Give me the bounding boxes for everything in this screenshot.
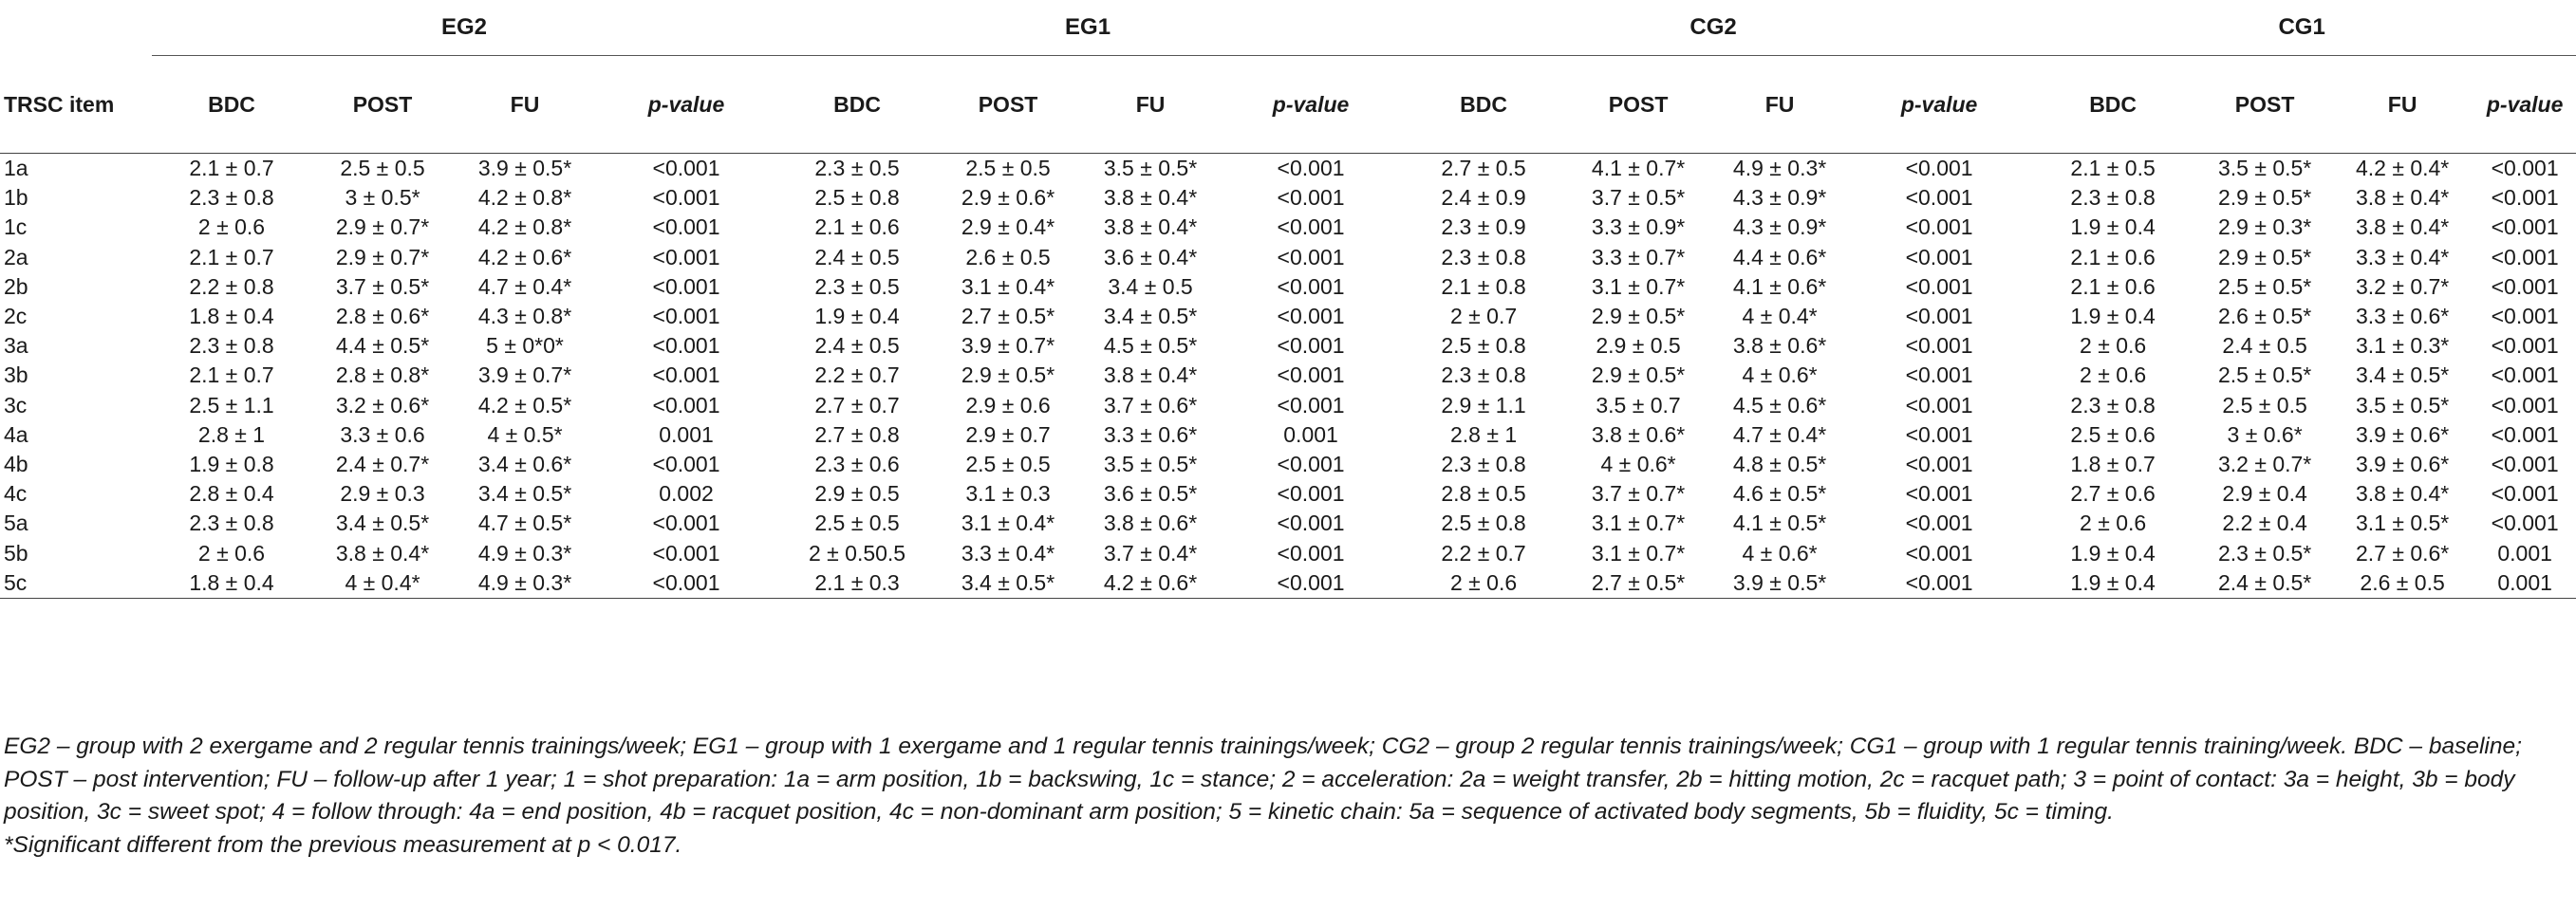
value-cell: 2.9 ± 0.6* xyxy=(961,185,1055,211)
value-cell: 3.3 ± 0.6 xyxy=(340,421,425,447)
col-header-fu: FU xyxy=(1078,56,1223,154)
value-cell: 2.1 ± 0.6 xyxy=(814,214,900,240)
group-header-cg1: CG1 xyxy=(2027,0,2576,56)
value-cell: 2.5 ± 0.6 xyxy=(2070,421,2156,447)
col-header-bdc: BDC xyxy=(1399,56,1568,154)
value-cell: 1.9 ± 0.4 xyxy=(2070,214,2156,240)
value-cell: 4.7 ± 0.5* xyxy=(477,511,572,536)
value-cell: 3.1 ± 0.4* xyxy=(961,511,1055,536)
value-cell: 2.2 ± 0.4 xyxy=(2222,511,2307,536)
value-cell: 3.7 ± 0.4* xyxy=(1103,540,1198,566)
p-value-cell: <0.001 xyxy=(2491,156,2559,181)
value-cell: 4.9 ± 0.3* xyxy=(1732,156,1827,181)
value-cell: 3.9 ± 0.7* xyxy=(961,333,1055,359)
value-cell: 4.3 ± 0.9* xyxy=(1732,214,1827,240)
value-cell: 2.9 ± 0.5* xyxy=(2217,185,2312,211)
col-header-bdc: BDC xyxy=(152,56,311,154)
value-cell: 3.5 ± 0.7 xyxy=(1596,392,1681,418)
p-value-cell: <0.001 xyxy=(1905,451,1973,476)
group-header-row xyxy=(0,0,2576,56)
value-cell: 4.5 ± 0.6* xyxy=(1732,392,1827,418)
value-cell: 2 ± 0.6 xyxy=(1399,568,1568,599)
value-cell: 4.3 ± 0.9* xyxy=(1732,185,1827,211)
table-row xyxy=(0,391,2576,420)
value-cell: 2 ± 0.6 xyxy=(2080,362,2147,388)
value-cell: 3.7 ± 0.6* xyxy=(1103,392,1198,418)
footnote-legend: EG2 – group with 2 exergame and 2 regular tennis trainings/week; EG1 – group with 1 exergame and 1 regular tennis trainings/week; CG2 – group 2 regular tennis trainings/week; CG1 – group with 1 regular tennis training/week. BDC – baseline; POST – post intervention; FU – follow-up after 1 year; 1 = shot preparation: 1a = arm position, 1b = backswing, 1c = stance; 2 = acceleration: 2a = weight transfer, 2b = hitting motion, 2c = racquet path; 3 = point of contact: 3a = height, 3b = body position, 3c = sweet spot; 4 = follow through: 4a = end position, 4b = racquet position, 4c = non-dominant arm position; 5 = kinetic chain: 5a = sequence of activated body segments, 5b = fluidity, 5c = timing. xyxy=(4,734,2522,825)
value-cell: 3.3 ± 0.6* xyxy=(2355,304,2450,329)
col-header-fu: FU xyxy=(1708,56,1851,154)
row-item-label: 3a xyxy=(4,333,28,359)
p-value-cell: <0.001 xyxy=(1277,540,1345,566)
value-cell: 2.3 ± 0.8 xyxy=(2070,185,2156,211)
value-cell: 2.3 ± 0.5 xyxy=(814,156,900,181)
value-cell: 3 ± 0.6* xyxy=(2227,421,2303,447)
value-cell: 3.1 ± 0.7* xyxy=(1591,273,1686,299)
value-cell: 3.9 ± 0.7* xyxy=(477,362,572,388)
value-cell: 3.1 ± 0.7* xyxy=(1591,540,1686,566)
row-item-label: 5a xyxy=(4,511,28,536)
value-cell: 2.9 ± 0.5* xyxy=(961,362,1055,388)
p-value-cell: <0.001 xyxy=(2491,421,2559,447)
value-cell: 3.8 ± 0.4* xyxy=(1103,362,1198,388)
table-row xyxy=(0,183,2576,213)
p-value-cell: <0.001 xyxy=(2491,333,2559,359)
p-value-cell: <0.001 xyxy=(652,392,720,418)
value-cell: 4 ± 0.6* xyxy=(1742,540,1818,566)
p-value-cell: <0.001 xyxy=(1277,392,1345,418)
col-header-post: POST xyxy=(2198,56,2331,154)
value-cell: 4.4 ± 0.5* xyxy=(335,333,430,359)
value-cell: 2.5 ± 0.5* xyxy=(2217,273,2312,299)
value-cell: 3.5 ± 0.5* xyxy=(2217,156,2312,181)
value-cell: 2.3 ± 0.8 xyxy=(1441,244,1526,269)
table-row xyxy=(0,272,2576,302)
table-footnote xyxy=(4,731,2572,862)
row-item-label: 3b xyxy=(4,362,28,388)
value-cell: 3.8 ± 0.4* xyxy=(335,540,430,566)
value-cell: 3.2 ± 0.7* xyxy=(2355,273,2450,299)
value-cell: 3.3 ± 0.7* xyxy=(1591,244,1686,269)
group-header-cg2: CG2 xyxy=(1399,0,2027,56)
value-cell: 2 ± 0.6 xyxy=(197,214,266,240)
col-header-p-value: p-value xyxy=(596,56,776,154)
value-cell: 2.7 ± 0.5 xyxy=(1441,156,1526,181)
value-cell: 2 ± 0.7 xyxy=(1449,304,1518,329)
value-cell: 5 ± 0*0* xyxy=(486,333,564,359)
value-cell: 3.8 ± 0.4* xyxy=(1103,214,1198,240)
p-value-cell: <0.001 xyxy=(1277,185,1345,211)
value-cell: 2.3 ± 0.9 xyxy=(1441,214,1526,240)
value-cell: 2.9 ± 0.6 xyxy=(965,392,1051,418)
value-cell: 4.2 ± 0.4* xyxy=(2355,156,2450,181)
value-cell: 4 ± 0.4* xyxy=(1742,304,1818,329)
value-cell: 2.5 ± 0.5 xyxy=(965,156,1051,181)
p-value-cell: <0.001 xyxy=(1277,362,1345,388)
value-cell: 4.4 ± 0.6* xyxy=(1732,244,1827,269)
col-header-p-value: p-value xyxy=(1851,56,2027,154)
value-cell: 1.8 ± 0.4 xyxy=(189,304,274,329)
p-value-cell: <0.001 xyxy=(1223,568,1399,599)
p-value-cell: <0.001 xyxy=(596,568,776,599)
p-value-cell: <0.001 xyxy=(2491,273,2559,299)
value-cell: 2.2 ± 0.7 xyxy=(1441,540,1526,566)
value-cell: 2.5 ± 0.5 xyxy=(2222,392,2307,418)
value-cell: 2 ± 0.6 xyxy=(197,540,266,566)
value-cell: 1.9 ± 0.4 xyxy=(814,304,900,329)
p-value-cell: <0.001 xyxy=(652,451,720,476)
value-cell: 4 ± 0.4* xyxy=(311,568,454,599)
value-cell: 2.1 ± 0.6 xyxy=(2070,244,2156,269)
row-item-label: 4a xyxy=(4,421,28,447)
p-value-cell: <0.001 xyxy=(2491,392,2559,418)
value-cell: 2.5 ± 0.5* xyxy=(2217,362,2312,388)
value-cell: 2.8 ± 0.5 xyxy=(1441,481,1526,507)
p-value-cell: <0.001 xyxy=(1277,214,1345,240)
value-cell: 3.8 ± 0.6* xyxy=(1732,333,1827,359)
value-cell: 4.9 ± 0.3* xyxy=(454,568,596,599)
value-cell: 2 ± 0.50.5 xyxy=(808,540,906,566)
p-value-cell: <0.001 xyxy=(1277,333,1345,359)
value-cell: 4.1 ± 0.7* xyxy=(1591,156,1686,181)
p-value-cell: <0.001 xyxy=(2491,304,2559,329)
value-cell: 2.4 ± 0.9 xyxy=(1441,185,1526,211)
col-header-post: POST xyxy=(938,56,1078,154)
value-cell: 2 ± 0.6 xyxy=(2080,333,2147,359)
value-cell: 4.7 ± 0.4* xyxy=(477,273,572,299)
value-cell: 3.1 ± 0.3 xyxy=(965,481,1051,507)
value-cell: 2.7 ± 0.6* xyxy=(2355,540,2450,566)
p-value-cell: <0.001 xyxy=(1277,304,1345,329)
value-cell: 2.9 ± 1.1 xyxy=(1441,392,1526,418)
value-cell: 2.7 ± 0.6 xyxy=(2070,481,2156,507)
p-value-cell: <0.001 xyxy=(1277,511,1345,536)
value-cell: 2.3 ± 0.6 xyxy=(814,451,900,476)
table-row xyxy=(0,450,2576,479)
p-value-cell: 0.001 xyxy=(659,421,714,447)
value-cell: 2.9 ± 0.5 xyxy=(814,481,900,507)
value-cell: 2.3 ± 0.8 xyxy=(1441,451,1526,476)
table-row xyxy=(0,420,2576,450)
p-value-cell: <0.001 xyxy=(1851,568,2027,599)
row-item-label: 1a xyxy=(4,156,28,181)
value-cell: 2.6 ± 0.5 xyxy=(2331,568,2473,599)
p-value-cell: <0.001 xyxy=(652,214,720,240)
row-item-label: 5c xyxy=(0,568,152,599)
value-cell: 3.9 ± 0.6* xyxy=(2355,451,2450,476)
value-cell: 2.3 ± 0.8 xyxy=(2070,392,2156,418)
p-value-cell: <0.001 xyxy=(1905,273,1973,299)
value-cell: 2.3 ± 0.8 xyxy=(1441,362,1526,388)
p-value-cell: <0.001 xyxy=(1905,304,1973,329)
value-cell: 3.1 ± 0.4* xyxy=(961,273,1055,299)
value-cell: 2.5 ± 0.5 xyxy=(965,451,1051,476)
p-value-cell: <0.001 xyxy=(652,304,720,329)
value-cell: 3.6 ± 0.5* xyxy=(1103,481,1198,507)
value-cell: 3.4 ± 0.5* xyxy=(477,481,572,507)
p-value-cell: <0.001 xyxy=(652,244,720,269)
value-cell: 1.9 ± 0.4 xyxy=(2070,540,2156,566)
col-header-bdc: BDC xyxy=(776,56,938,154)
value-cell: 3.3 ± 0.4* xyxy=(2355,244,2450,269)
p-value-cell: <0.001 xyxy=(2491,451,2559,476)
p-value-cell: <0.001 xyxy=(1277,481,1345,507)
row-item-label: 3c xyxy=(4,392,28,418)
value-cell: 4.8 ± 0.5* xyxy=(1732,451,1827,476)
value-cell: 2.4 ± 0.5* xyxy=(2198,568,2331,599)
value-cell: 3 ± 0.5* xyxy=(345,185,420,211)
value-cell: 1.8 ± 0.7 xyxy=(2070,451,2156,476)
value-cell: 2.6 ± 0.5* xyxy=(2217,304,2312,329)
table-row xyxy=(0,479,2576,509)
value-cell: 3.6 ± 0.4* xyxy=(1103,244,1198,269)
p-value-cell: <0.001 xyxy=(652,185,720,211)
value-cell: 2.5 ± 0.8 xyxy=(1441,511,1526,536)
value-cell: 3.7 ± 0.5* xyxy=(335,273,430,299)
col-header-fu: FU xyxy=(2331,56,2473,154)
row-item-label: 5b xyxy=(4,540,28,566)
table-body xyxy=(0,154,2576,599)
p-value-cell: <0.001 xyxy=(652,362,720,388)
value-cell: 2.8 ± 0.8* xyxy=(335,362,430,388)
value-cell: 3.9 ± 0.6* xyxy=(2355,421,2450,447)
value-cell: 2.9 ± 0.3 xyxy=(340,481,425,507)
value-cell: 2.8 ± 1 xyxy=(197,421,266,447)
p-value-cell: 0.001 xyxy=(2473,568,2576,599)
value-cell: 2.1 ± 0.7 xyxy=(189,362,274,388)
row-item-label: 4b xyxy=(4,451,28,476)
p-value-cell: <0.001 xyxy=(1905,511,1973,536)
table-row xyxy=(0,243,2576,272)
value-cell: 2.9 ± 0.5* xyxy=(1591,362,1686,388)
value-cell: 2.6 ± 0.5 xyxy=(965,244,1051,269)
value-cell: 1.8 ± 0.4 xyxy=(152,568,311,599)
value-cell: 2.9 ± 0.7* xyxy=(335,214,430,240)
p-value-cell: <0.001 xyxy=(1905,333,1973,359)
value-cell: 3.3 ± 0.4* xyxy=(961,540,1055,566)
value-cell: 2.9 ± 0.4* xyxy=(961,214,1055,240)
p-value-cell: <0.001 xyxy=(2491,481,2559,507)
value-cell: 4.6 ± 0.5* xyxy=(1732,481,1827,507)
value-cell: 2.3 ± 0.5* xyxy=(2217,540,2312,566)
value-cell: 2.3 ± 0.5 xyxy=(814,273,900,299)
p-value-cell: <0.001 xyxy=(1905,185,1973,211)
value-cell: 2.9 ± 0.7 xyxy=(965,421,1051,447)
p-value-cell: 0.002 xyxy=(659,481,714,507)
value-cell: 2.4 ± 0.5 xyxy=(814,244,900,269)
row-item-label: 2c xyxy=(4,304,28,329)
value-cell: 2.1 ± 0.6 xyxy=(2070,273,2156,299)
value-cell: 4.3 ± 0.8* xyxy=(477,304,572,329)
p-value-cell: <0.001 xyxy=(2491,362,2559,388)
group-header-eg1: EG1 xyxy=(776,0,1399,56)
p-value-cell: 0.001 xyxy=(2497,540,2552,566)
p-value-cell: <0.001 xyxy=(2491,244,2559,269)
value-cell: 1.9 ± 0.4 xyxy=(2027,568,2198,599)
value-cell: 3.1 ± 0.3* xyxy=(2355,333,2450,359)
value-cell: 2.9 ± 0.7* xyxy=(335,244,430,269)
p-value-cell: <0.001 xyxy=(1905,244,1973,269)
table-row xyxy=(0,361,2576,390)
value-cell: 2.4 ± 0.5 xyxy=(2222,333,2307,359)
col-header-post: POST xyxy=(1568,56,1708,154)
value-cell: 4.9 ± 0.3* xyxy=(477,540,572,566)
value-cell: 2.8 ± 1 xyxy=(1449,421,1518,447)
value-cell: 3.8 ± 0.4* xyxy=(2355,185,2450,211)
value-cell: 3.8 ± 0.4* xyxy=(2355,481,2450,507)
row-item-label: 1c xyxy=(4,214,28,240)
value-cell: 2.5 ± 0.8 xyxy=(1441,333,1526,359)
value-cell: 3.9 ± 0.5* xyxy=(477,156,572,181)
value-cell: 3.8 ± 0.6* xyxy=(1591,421,1686,447)
value-cell: 3.4 ± 0.5* xyxy=(938,568,1078,599)
value-cell: 2.7 ± 0.5* xyxy=(961,304,1055,329)
value-cell: 4.2 ± 0.6* xyxy=(1078,568,1223,599)
value-cell: 2.3 ± 0.8 xyxy=(189,511,274,536)
value-cell: 3.8 ± 0.6* xyxy=(1103,511,1198,536)
p-value-cell: <0.001 xyxy=(1277,244,1345,269)
p-value-cell: <0.001 xyxy=(1905,540,1973,566)
p-value-cell: <0.001 xyxy=(1277,156,1345,181)
value-cell: 2.4 ± 0.7* xyxy=(335,451,430,476)
p-value-cell: <0.001 xyxy=(652,273,720,299)
value-cell: 2.7 ± 0.7 xyxy=(814,392,900,418)
row-item-label: 1b xyxy=(4,185,28,211)
col-header-p-value: p-value xyxy=(2473,56,2576,154)
col-header-fu: FU xyxy=(454,56,596,154)
group-header-eg2: EG2 xyxy=(152,0,776,56)
p-value-cell: <0.001 xyxy=(652,333,720,359)
value-cell: 1.9 ± 0.8 xyxy=(189,451,274,476)
value-cell: 3.4 ± 0.5* xyxy=(335,511,430,536)
row-item-label: 2a xyxy=(4,244,28,269)
value-cell: 3.3 ± 0.6* xyxy=(1103,421,1198,447)
value-cell: 2.7 ± 0.8 xyxy=(814,421,900,447)
corner-cell xyxy=(0,0,152,56)
p-value-cell: <0.001 xyxy=(1277,273,1345,299)
p-value-cell: <0.001 xyxy=(1277,451,1345,476)
p-value-cell: <0.001 xyxy=(652,156,720,181)
value-cell: 3.7 ± 0.7* xyxy=(1591,481,1686,507)
value-cell: 4.5 ± 0.5* xyxy=(1103,333,1198,359)
value-cell: 2.1 ± 0.8 xyxy=(1441,273,1526,299)
value-cell: 1.9 ± 0.4 xyxy=(2070,304,2156,329)
value-cell: 2.2 ± 0.7 xyxy=(814,362,900,388)
col-header-p-value: p-value xyxy=(1223,56,1399,154)
value-cell: 4 ± 0.6* xyxy=(1742,362,1818,388)
table-row xyxy=(0,568,2576,599)
p-value-cell: <0.001 xyxy=(1905,362,1973,388)
table-row xyxy=(0,154,2576,184)
value-cell: 3.4 ± 0.5 xyxy=(1108,273,1193,299)
p-value-cell: <0.001 xyxy=(2491,214,2559,240)
value-cell: 3.4 ± 0.6* xyxy=(477,451,572,476)
p-value-cell: 0.001 xyxy=(1283,421,1338,447)
value-cell: 2.9 ± 0.5* xyxy=(1591,304,1686,329)
col-header-bdc: BDC xyxy=(2027,56,2198,154)
value-cell: 2.9 ± 0.5 xyxy=(1596,333,1681,359)
value-cell: 4.2 ± 0.8* xyxy=(477,185,572,211)
value-cell: 3.1 ± 0.7* xyxy=(1591,511,1686,536)
value-cell: 2.5 ± 0.8 xyxy=(814,185,900,211)
value-cell: 2.1 ± 0.3 xyxy=(776,568,938,599)
value-cell: 3.2 ± 0.6* xyxy=(335,392,430,418)
value-cell: 2.9 ± 0.5* xyxy=(2217,244,2312,269)
p-value-cell: <0.001 xyxy=(1905,392,1973,418)
value-cell: 3.5 ± 0.5* xyxy=(2355,392,2450,418)
value-cell: 3.3 ± 0.9* xyxy=(1591,214,1686,240)
p-value-cell: <0.001 xyxy=(2491,511,2559,536)
p-value-cell: <0.001 xyxy=(2491,185,2559,211)
value-cell: 3.4 ± 0.5* xyxy=(1103,304,1198,329)
value-cell: 4.2 ± 0.5* xyxy=(477,392,572,418)
value-cell: 3.2 ± 0.7* xyxy=(2217,451,2312,476)
value-cell: 4.1 ± 0.5* xyxy=(1732,511,1827,536)
footnote-significance: *Significant different from the previous measurement at p < 0.017. xyxy=(4,831,682,858)
value-cell: 2.2 ± 0.8 xyxy=(189,273,274,299)
value-cell: 3.9 ± 0.5* xyxy=(1708,568,1851,599)
value-cell: 2.9 ± 0.3* xyxy=(2217,214,2312,240)
p-value-cell: <0.001 xyxy=(1905,481,1973,507)
value-cell: 2.5 ± 0.5 xyxy=(340,156,425,181)
value-cell: 4 ± 0.6* xyxy=(1600,451,1676,476)
value-cell: 2.1 ± 0.7 xyxy=(189,244,274,269)
table-row xyxy=(0,213,2576,242)
value-cell: 2.5 ± 0.5 xyxy=(814,511,900,536)
p-value-cell: <0.001 xyxy=(652,540,720,566)
table-row xyxy=(0,302,2576,331)
row-header-label: TRSC item xyxy=(0,56,152,154)
value-cell: 2.1 ± 0.5 xyxy=(2070,156,2156,181)
p-value-cell: <0.001 xyxy=(1905,156,1973,181)
value-cell: 3.5 ± 0.5* xyxy=(1103,451,1198,476)
table-row xyxy=(0,538,2576,567)
table-row xyxy=(0,509,2576,538)
value-cell: 4 ± 0.5* xyxy=(487,421,563,447)
value-cell: 3.4 ± 0.5* xyxy=(2355,362,2450,388)
value-cell: 4.1 ± 0.6* xyxy=(1732,273,1827,299)
value-cell: 3.7 ± 0.5* xyxy=(1591,185,1686,211)
value-cell: 4.2 ± 0.8* xyxy=(477,214,572,240)
value-cell: 2.3 ± 0.8 xyxy=(189,185,274,211)
column-header-row xyxy=(0,56,2576,154)
value-cell: 2.7 ± 0.5* xyxy=(1568,568,1708,599)
value-cell: 2.5 ± 1.1 xyxy=(189,392,274,418)
col-header-post: POST xyxy=(311,56,454,154)
p-value-cell: <0.001 xyxy=(1905,421,1973,447)
value-cell: 4.7 ± 0.4* xyxy=(1732,421,1827,447)
value-cell: 2.1 ± 0.7 xyxy=(189,156,274,181)
value-cell: 4.2 ± 0.6* xyxy=(477,244,572,269)
p-value-cell: <0.001 xyxy=(652,511,720,536)
value-cell: 3.8 ± 0.4* xyxy=(1103,185,1198,211)
table-row xyxy=(0,331,2576,361)
value-cell: 3.1 ± 0.5* xyxy=(2355,511,2450,536)
value-cell: 3.5 ± 0.5* xyxy=(1103,156,1198,181)
value-cell: 2.8 ± 0.6* xyxy=(335,304,430,329)
value-cell: 2.4 ± 0.5 xyxy=(814,333,900,359)
value-cell: 2.9 ± 0.4 xyxy=(2222,481,2307,507)
value-cell: 2 ± 0.6 xyxy=(2080,511,2147,536)
value-cell: 3.8 ± 0.4* xyxy=(2355,214,2450,240)
p-value-cell: <0.001 xyxy=(1905,214,1973,240)
row-item-label: 2b xyxy=(4,273,28,299)
value-cell: 2.8 ± 0.4 xyxy=(189,481,274,507)
row-item-label: 4c xyxy=(4,481,28,507)
value-cell: 2.3 ± 0.8 xyxy=(189,333,274,359)
